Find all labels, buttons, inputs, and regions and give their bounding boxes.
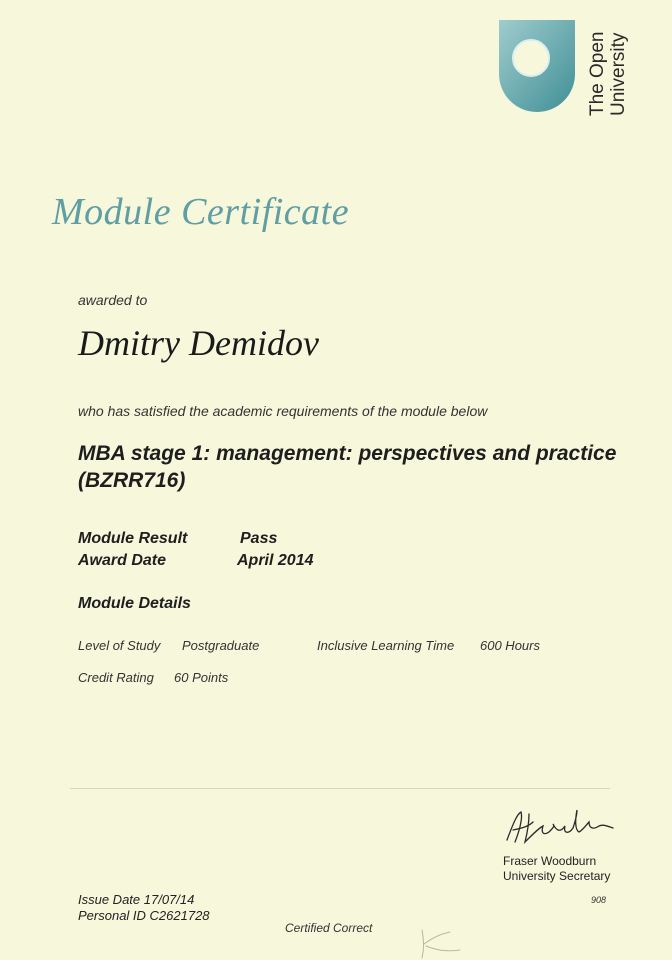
awarded-to-label: awarded to bbox=[78, 292, 148, 308]
university-name: The Open University bbox=[587, 31, 629, 116]
recipient-name: Dmitry Demidov bbox=[78, 323, 319, 363]
level-of-study-label: Level of Study bbox=[78, 638, 161, 653]
module-result-label: Module Result bbox=[78, 530, 188, 547]
signatory-block bbox=[503, 854, 610, 884]
issue-date: Issue Date 17/07/14 bbox=[78, 892, 195, 907]
award-date-label: Award Date bbox=[78, 552, 167, 569]
statement-text: who has satisfied the academic requirements of the module below bbox=[78, 403, 488, 419]
signatory-position: University Secretary bbox=[503, 869, 611, 883]
credit-rating-value: 60 Points bbox=[174, 670, 229, 685]
open-university-logo-icon bbox=[497, 18, 577, 114]
credit-rating-label: Credit Rating bbox=[78, 670, 154, 685]
learning-time-value: 600 Hours bbox=[480, 638, 540, 653]
issue-block bbox=[78, 892, 210, 924]
module-result-value: Pass bbox=[240, 530, 278, 547]
handwritten-initial-icon bbox=[410, 920, 470, 960]
divider bbox=[70, 788, 610, 789]
module-details-heading: Module Details bbox=[78, 595, 191, 612]
signature-icon bbox=[503, 804, 623, 852]
certificate-title: Module Certificate bbox=[52, 191, 350, 233]
learning-time-label: Inclusive Learning Time bbox=[317, 638, 455, 653]
level-of-study-value: Postgraduate bbox=[182, 638, 260, 653]
signatory-name: Fraser Woodburn bbox=[503, 854, 597, 868]
personal-id: Personal ID C2621728 bbox=[78, 908, 210, 923]
serial-number: 908 bbox=[591, 895, 607, 905]
certified-correct-stamp: Certified Correct bbox=[285, 921, 373, 935]
module-title: MBA stage 1: management: perspectives and practice (BZRR716) bbox=[78, 442, 617, 492]
award-date-value: April 2014 bbox=[237, 552, 314, 569]
